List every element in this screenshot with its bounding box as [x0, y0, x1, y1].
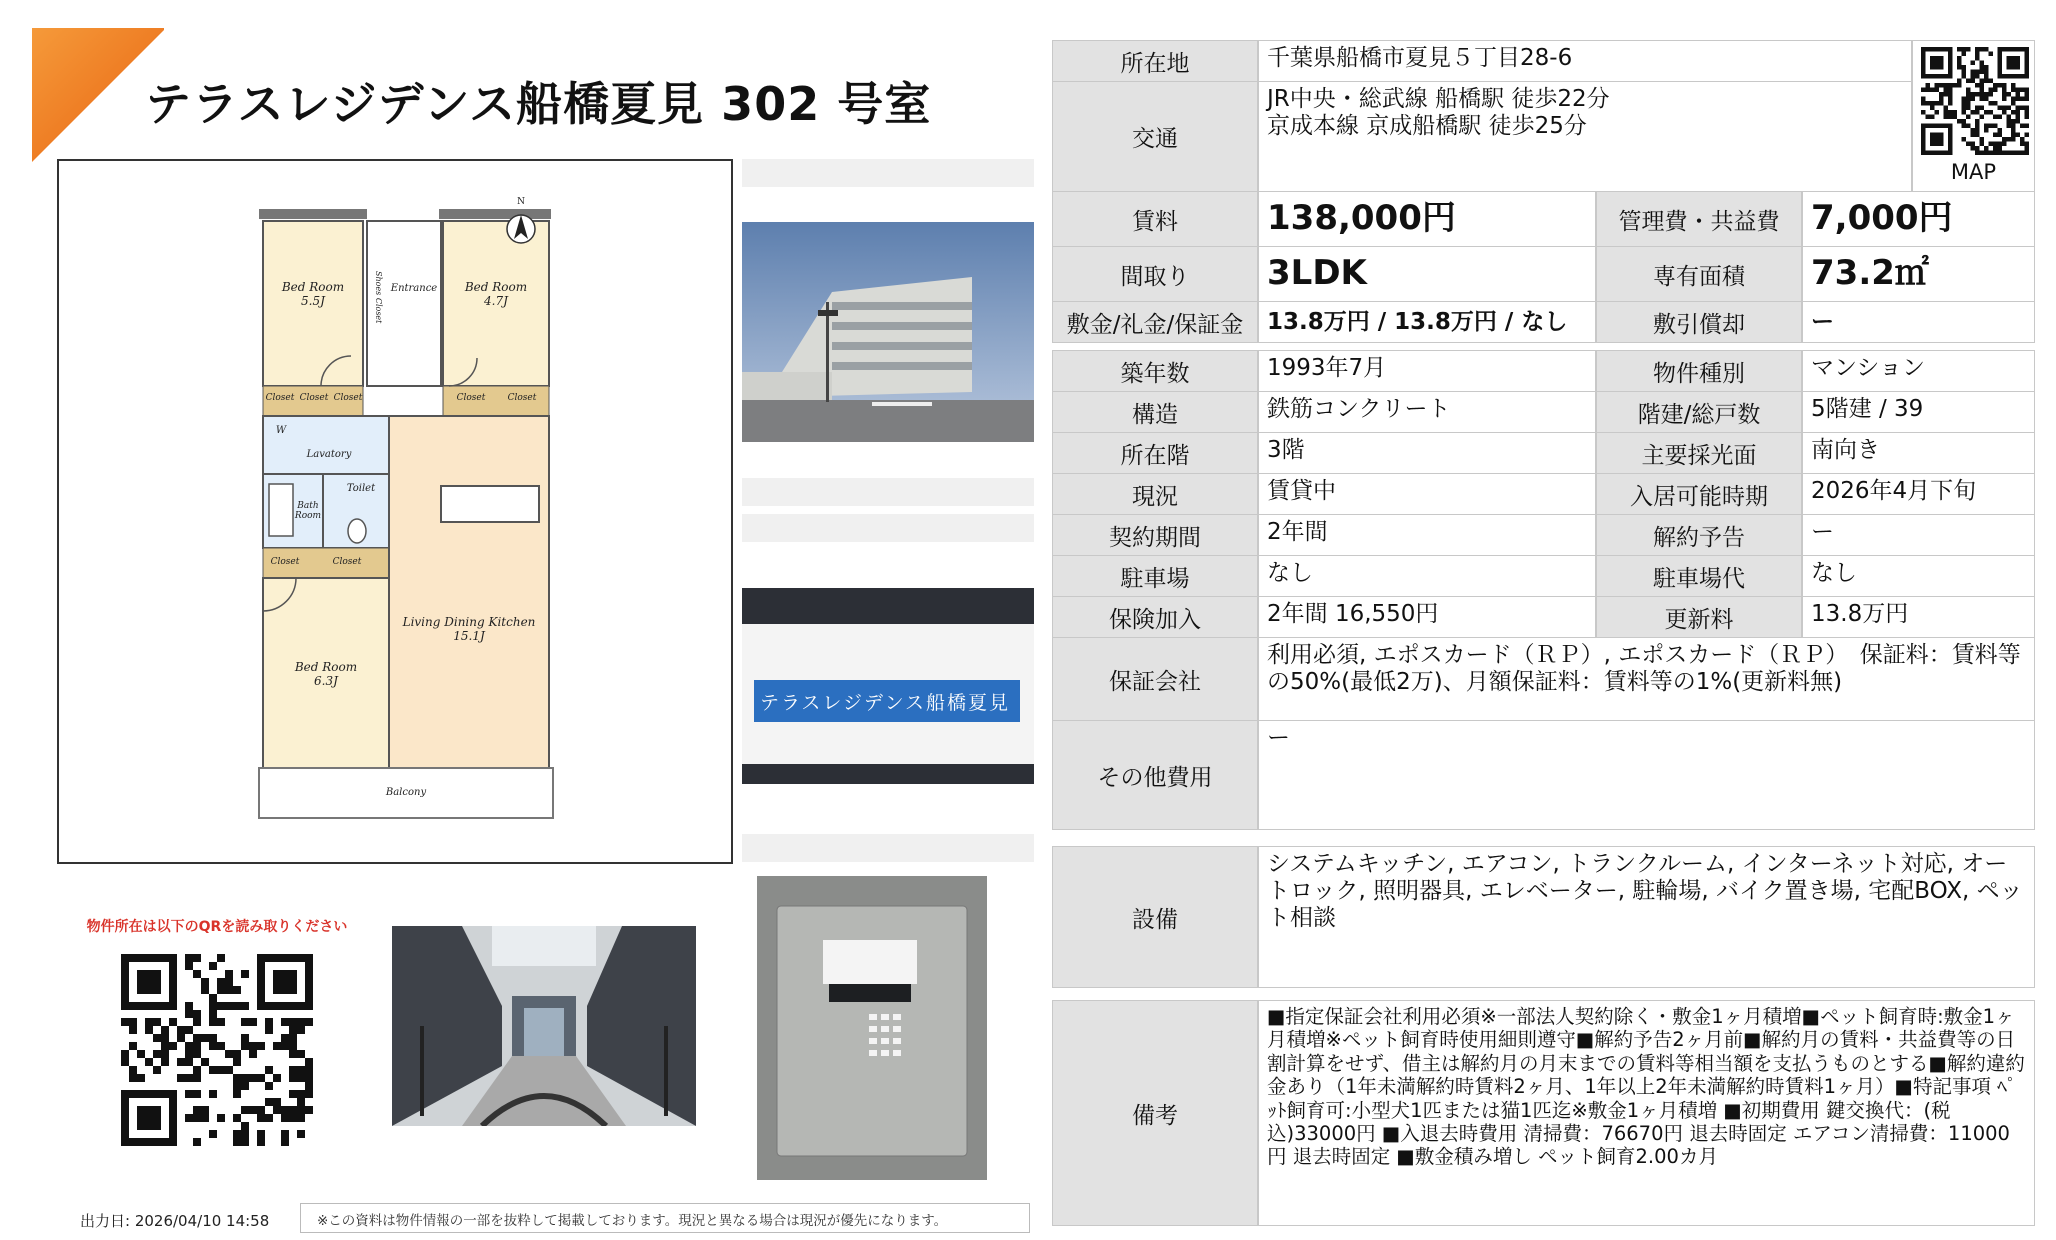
room-lavatory: Lavatory: [306, 449, 352, 460]
movein-value: 2026年4月下旬: [1802, 473, 2035, 515]
corner-accent-logo: [24, 22, 164, 162]
room-entrance: Entrance: [390, 283, 438, 294]
room-closet-6: Closet: [270, 557, 300, 567]
fee-value: 7,000円: [1802, 191, 2035, 247]
rent-value: 138,000円: [1258, 191, 1596, 247]
transport-label: 交通: [1052, 81, 1258, 192]
property-table: [1052, 40, 2035, 1226]
cancel-value: ー: [1802, 514, 2035, 556]
notes-value: ■指定保証会社利用必須※一部法人契約除く・敷金1ヶ月積増■ペット飼育時:敷金1ヶ月積増※ペット飼育時使用細則遵守■解約予告2ヶ月前■解約月の賃料・共益費等の日割計算をせず、借主は解約月の月末までの賃料等相当額を支払うものとする■解約違約金あり（1年未満解約時賃料2ヶ月、1年以上2年未満解約時賃料1ヶ月）■特記事項 ﾍﾟｯﾄ飼育可:小型犬1匹または猫1匹迄※敷金1ヶ月積増 ■初期費用 鍵交換代：(税込)33000円 ■入退去時費用 清掃費：76670円 退去時固定 エアコン清掃費：11000円 退去時固定 ■敷金積み増し ペット飼育2.00カ月: [1258, 1000, 2035, 1226]
photo-spacer: [742, 834, 1034, 862]
guarantor-label: 保証会社: [1052, 637, 1258, 721]
room-closet-5: Closet: [507, 393, 537, 403]
cancel-label: 解約予告: [1596, 514, 1802, 556]
insurance-value: 2年間 16,550円: [1258, 596, 1596, 638]
output-date: 出力日: 2026/04/10 14:58: [80, 1212, 270, 1230]
contract-value: 2年間: [1258, 514, 1596, 556]
area-value: 73.2㎡: [1802, 246, 2035, 302]
amortization-value: ー: [1802, 301, 2035, 343]
notes-label: 備考: [1052, 1000, 1258, 1226]
qr-section: [57, 876, 377, 1176]
room-toilet: Toilet: [346, 483, 376, 494]
room-bedroom-1: Bed Room 5.5J: [281, 280, 345, 308]
map-label: MAP: [1950, 160, 1997, 184]
room-closet-1: Closet: [265, 393, 295, 403]
light-value: 南向き: [1802, 432, 2035, 474]
status-value: 賃貸中: [1258, 473, 1596, 515]
floorplan: [57, 159, 733, 864]
room-bedroom-2: Bed Room 4.7J: [464, 280, 528, 308]
disclaimer-text: ※この資料は物件情報の一部を抜粋して掲載しております。現況と異なる場合は現況が優先になります。: [317, 1213, 948, 1229]
photo-spacer: [742, 478, 1034, 506]
renewal-value: 13.8万円: [1802, 596, 2035, 638]
layout-label: 間取り: [1052, 246, 1258, 302]
insurance-label: 保険加入: [1052, 596, 1258, 638]
floors-value: 5階建 / 39: [1802, 391, 2035, 433]
building-sign-photo: [742, 588, 1034, 784]
deposit-value: 13.8万円 / 13.8万円 / なし: [1258, 301, 1596, 343]
address-label: 所在地: [1052, 40, 1258, 82]
layout-value: 3LDK: [1258, 246, 1596, 302]
room-closet-2: Closet: [299, 393, 329, 403]
disclaimer-box: [300, 1203, 1030, 1233]
room-shoes-closet: Shoes Closet: [374, 271, 383, 324]
address-value: 千葉県船橋市夏見５丁目28-6: [1258, 40, 1912, 82]
structure-value: 鉄筋コンクリート: [1258, 391, 1596, 433]
light-label: 主要採光面: [1596, 432, 1802, 474]
other-label: その他費用: [1052, 720, 1258, 830]
transport-line-2: 京成本線 京成船橋駅 徒歩25分: [1267, 112, 1587, 139]
room-closet-7: Closet: [332, 557, 362, 567]
photo-spacer: [742, 159, 1034, 187]
room-washer: W: [275, 425, 287, 436]
qr-caption: 物件所在は以下のQRを読み取りください: [86, 919, 348, 935]
page-title: テラスレジデンス船橋夏見 302 号室: [145, 77, 932, 131]
amortization-label: 敷引償却: [1596, 301, 1802, 343]
structure-label: 構造: [1052, 391, 1258, 433]
movein-label: 入居可能時期: [1596, 473, 1802, 515]
fee-label: 管理費・共益費: [1596, 191, 1802, 247]
transport-value: [1258, 81, 1912, 192]
built-value: 1993年7月: [1258, 350, 1596, 392]
location-qr-code[interactable]: [121, 954, 313, 1146]
room-closet-4: Closet: [456, 393, 486, 403]
guarantor-value: 利用必須, エポスカード（ＲＰ）, エポスカード（ＲＰ） 保証料：賃料等の50%(最低2万)、月額保証料：賃料等の1%(更新料無): [1258, 637, 2035, 721]
rent-label: 賃料: [1052, 191, 1258, 247]
room-balcony: Balcony: [385, 787, 427, 798]
parking-fee-value: なし: [1802, 555, 2035, 597]
floor-value: 3階: [1258, 432, 1596, 474]
equipment-label: 設備: [1052, 846, 1258, 988]
other-value: ー: [1258, 720, 2035, 830]
parking-fee-label: 駐車場代: [1596, 555, 1802, 597]
photo-spacer: [742, 514, 1034, 542]
status-label: 現況: [1052, 473, 1258, 515]
room-bath: Bath Room: [294, 501, 322, 522]
equipment-value: システムキッチン, エアコン, トランクルーム, インターネット対応, オートロック, 照明器具, エレベーター, 駐輪場, バイク置き場, 宅配BOX, ペット相談: [1258, 846, 2035, 988]
sign-text: テラスレジデンス船橋夏見: [760, 692, 1011, 714]
room-closet-3: Closet: [333, 393, 363, 403]
floorplan-drawing: [59, 161, 731, 862]
parking-value: なし: [1258, 555, 1596, 597]
room-ldk: Living Dining Kitchen 15.1J: [402, 615, 536, 643]
area-label: 専有面積: [1596, 246, 1802, 302]
floors-label: 階建/総戸数: [1596, 391, 1802, 433]
intercom-photo: [757, 876, 987, 1180]
renewal-label: 更新料: [1596, 596, 1802, 638]
map-qr-code[interactable]: [1921, 47, 2029, 155]
room-bedroom-3: Bed Room 6.3J: [294, 660, 358, 688]
map-qr-box[interactable]: [1912, 40, 2035, 192]
deposit-label: 敷金/礼金/保証金: [1052, 301, 1258, 343]
type-value: マンション: [1802, 350, 2035, 392]
type-label: 物件種別: [1596, 350, 1802, 392]
entrance-photo: [392, 926, 696, 1126]
north-label: N: [517, 197, 525, 207]
floor-label: 所在階: [1052, 432, 1258, 474]
transport-line-1: JR中央・総武線 船橋駅 徒歩22分: [1267, 86, 1610, 112]
building-exterior-photo: [742, 222, 1034, 442]
built-label: 築年数: [1052, 350, 1258, 392]
contract-label: 契約期間: [1052, 514, 1258, 556]
parking-label: 駐車場: [1052, 555, 1258, 597]
